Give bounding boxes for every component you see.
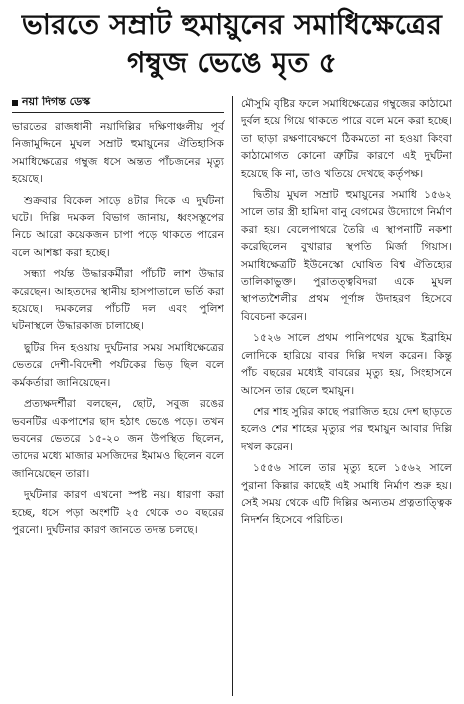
- paragraph: শের শাহ সুরির কাছে পরাজিত হয়ে দেশ ছাড়তে হলেও শের শাহের মৃত্যুর পর হুমায়ুন আবার দিল্লি দখল করেন।: [241, 405, 452, 453]
- paragraph: প্রত্যক্ষদর্শীরা বলছেন, ছোট, সবুজ রঙের ভবনটির একপাশের ছাদ হঠাৎ ভেঙে পড়ে। তখন ভবনের ভেতরে ১৫-২০ জন উপস্থিত ছিলেন, তাদের মধ্যে মাজার মসজিদের ইমামও ছিলেন বলে জানিয়েছেন তারা।: [12, 398, 224, 480]
- article-body: [12, 96, 452, 696]
- square-bullet-icon: [12, 100, 18, 106]
- paragraph: দ্বিতীয় মুঘল সম্রাট হুমায়ুনের সমাধি ১৫৬২ সালে তার স্ত্রী হামিদা বানু বেগমের উদ্যোগে নির্মাণ করা হয়। বেলেপাথরে তৈরি এ স্থাপনাটি নকশা করেছিলেন বুখারার স্থপতি মির্জা গিয়াস। সমাধিক্ষেত্রটি ইউনেস্কো ঘোষিত বিশ্ব ঐতিহ্যের তালিকাভুক্ত। পুরাতত্ত্ববিদরা একে মুঘল স্থাপত্যশৈলীর প্রথম পূর্ণাঙ্গ উদাহরণ হিসেবে বিবেচনা করেন।: [241, 189, 452, 323]
- byline: [12, 96, 224, 113]
- headline-line-1: ভারতে সম্রাট হুমায়ুনের সমাধিক্ষেত্রের: [21, 8, 443, 41]
- paragraph: শুক্রবার বিকেল সাড়ে ৪টার দিকে এ দুর্ঘটনা ঘটে। দিল্লি দমকল বিভাগ জানায়, ধ্বংসস্তূপের নিচে আরো কয়েকজন চাপা পড়ে থাকতে পারেন বলে আশঙ্কা করা হচ্ছে।: [12, 194, 224, 259]
- paragraph: ভারতের রাজধানী নয়াদিল্লির দক্ষিণাঞ্চলীয় পূর্ব নিজামুদ্দিনে মুঘল সম্রাট হুমায়ুনের ঐতিহাসিক সমাধিক্ষেত্রের গম্বুজ ধসে অন্তত পাঁচজনের মৃত্যু হয়েছে।: [12, 121, 224, 186]
- right-column: [232, 96, 452, 696]
- headline-line-2: গম্বুজ ভেঙে মৃত ৫: [126, 46, 338, 79]
- paragraph: ছুটির দিন হওয়ায় দুর্ঘটনার সময় সমাধিক্ষেত্রের ভেতরে দেশী-বিদেশী পর্যটকের ভিড় ছিল বলে কর্মকর্তারা জানিয়েছেন।: [12, 341, 224, 389]
- paragraph: দুর্ঘটনার কারণ এখনো স্পষ্ট নয়। ধারণা করা হচ্ছে, ধসে পড়া অংশটি ২৫ থেকে ৩০ বছরের পুরনো। দুর্ঘটনার কারণ জানতে তদন্ত চলছে।: [12, 489, 224, 536]
- left-column: [12, 96, 232, 696]
- paragraph: মৌসুমি বৃষ্টির ফলে সমাধিক্ষেত্রের গম্বুজের কাঠামো দুর্বল হয়ে গিয়ে থাকতে পারে বলে মনে করা হচ্ছে। তা ছাড়া রক্ষণাবেক্ষণে ঠিকমতো না হওয়া কিংবা কাঠামোগত কোনো ত্রুটির কারণে এই দুর্ঘটনা হয়েছে কি না, তাও খতিয়ে দেখছে কর্তৃপক্ষ।: [241, 98, 452, 180]
- paragraph: সন্ধ্যা পর্যন্ত উদ্ধারকর্মীরা পাঁচটি লাশ উদ্ধার করেছেন। আহতদের স্থানীয় হাসপাতালে ভর্তি করা হয়েছে। দমকলের পাঁচটি দল এবং পুলিশ ঘটনাস্থলে উদ্ধারকাজ চালাচ্ছে।: [12, 268, 224, 333]
- paragraph: ১৫৫৬ সালে তার মৃত্যু হলে ১৫৬২ সালে পুরানা কিল্লার কাছেই এই সমাধি নির্মাণ শুরু হয়। সেই সময় থেকে এটি দিল্লির অন্যতম প্রত্নতাত্ত্বিক নিদর্শন হিসেবে পরিচিত।: [241, 462, 452, 527]
- headline: [10, 6, 454, 82]
- byline-text: নয়া দিগন্ত ডেস্ক: [22, 96, 91, 108]
- paragraph: ১৫২৬ সালে প্রথম পানিপথের যুদ্ধে ইব্রাহিম লোদিকে হারিয়ে বাবর দিল্লি দখল করেন। কিন্তু পাঁচ বছরের মধ্যেই বাবরের মৃত্যু হয়, সিংহাসনে আসেন তার ছেলে হুমায়ুন।: [241, 332, 452, 397]
